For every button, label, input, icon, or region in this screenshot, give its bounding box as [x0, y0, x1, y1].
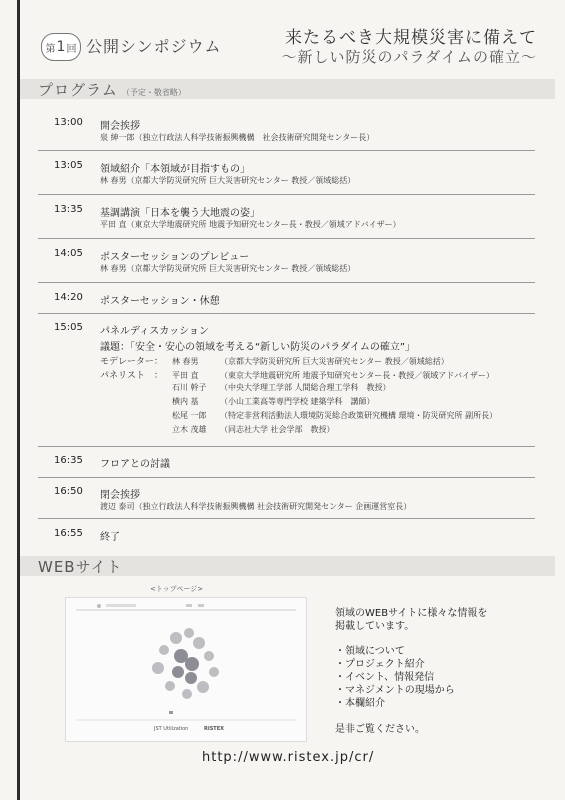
divider: [38, 313, 535, 314]
panelist-line: [100, 396, 375, 407]
panelist-line: [100, 368, 494, 381]
item-title: ポスターセッションのプレビュー: [100, 252, 250, 263]
item-title: フロアとの討議: [100, 459, 170, 470]
panelist-affiliation: （中央大学理工学部 人間総合理工学科 教授）: [220, 383, 391, 392]
item-speaker: 林 春男（京都大学防災研究所 巨大災害研究センター 教授／領域総括）: [100, 264, 356, 273]
panelist-affiliation: （小山工業高等専門学校 建築学科 講師）: [220, 397, 375, 406]
web-closing: 是非ご覧ください。: [335, 724, 425, 735]
item-time: 14:05: [54, 248, 83, 259]
item-title: 終了: [100, 532, 120, 543]
badge-pre: 第: [45, 43, 56, 55]
divider: [38, 477, 535, 478]
item-time: 15:05: [54, 322, 83, 333]
moderator-name: 林 春男: [172, 357, 199, 366]
item-time: 13:05: [54, 160, 83, 171]
screenshot-logo-jst: JST Utilization: [154, 726, 189, 732]
badge-number: 1: [56, 39, 66, 55]
item-time: 13:00: [54, 117, 83, 128]
item-speaker: 林 春男（京都大学防災研究所 巨大災害研究センター 教授／領域総括）: [100, 176, 356, 185]
divider: [38, 150, 535, 151]
panelist-line: [100, 424, 335, 435]
page-subtitle: 〜新しい防災のパラダイムの確立〜: [281, 48, 537, 66]
web-desc-line: 掲載しています。: [335, 621, 415, 632]
item-time: 16:50: [54, 486, 83, 497]
panelist-name: 平田 直: [172, 371, 199, 380]
divider: [38, 238, 535, 239]
divider: [38, 194, 535, 195]
item-time: 13:35: [54, 204, 83, 215]
panelist-name: 横内 基: [172, 397, 199, 406]
item-title: 閉会挨拶: [100, 490, 140, 501]
panelist-label: パネリスト ：: [100, 371, 163, 381]
symposium-label: 公開シンポジウム: [86, 37, 222, 56]
panelist-affiliation: （同志社大学 社会学部 教授）: [220, 425, 335, 434]
website-screenshot-art: [66, 598, 306, 741]
moderator-line: [100, 354, 449, 367]
panelist-line: [100, 382, 391, 393]
web-list-item: ・プロジェクト紹介: [335, 659, 425, 670]
web-heading: WEBサイト: [38, 558, 123, 576]
item-title: 基調講演「日本を襲う大地震の姿」: [100, 208, 260, 219]
edition-badge: [41, 33, 81, 61]
website-url-link[interactable]: http://www.ristex.jp/cr/: [202, 750, 375, 765]
web-list-item: ・本欄紹介: [335, 698, 385, 709]
left-margin-rule: [17, 0, 20, 800]
web-desc-line: 領域のWEBサイトに様々な情報を: [335, 608, 488, 619]
moderator-label: モデレーター：: [100, 357, 163, 367]
top-page-caption: <トップページ>: [150, 585, 204, 593]
program-heading: [38, 79, 186, 100]
item-time: 14:20: [54, 292, 83, 303]
panel-theme: 議題：「安全・安心の領域を考える“新しい防災のパラダイムの確立”」: [100, 342, 416, 353]
screenshot-logo-ristex: RISTEX: [204, 726, 224, 732]
website-screenshot: [65, 597, 307, 742]
item-time: 16:55: [54, 528, 83, 539]
panelist-name: 松尾 一郎: [172, 411, 207, 420]
web-list-item: ・領域について: [335, 646, 405, 657]
page-title: 来たるべき大規模災害に備えて: [285, 28, 537, 48]
badge-post: 回: [66, 43, 77, 55]
program-note: （予定・敬省略）: [121, 88, 186, 97]
moderator-affiliation: （京都大学防災研究所 巨大災害研究センター 教授／領域総括）: [220, 357, 449, 366]
web-list-item: ・イベント、情報発信: [335, 672, 435, 683]
item-title: パネルディスカッション: [100, 326, 209, 337]
divider: [38, 282, 535, 283]
item-title: 領域紹介「本領域が目指すもの」: [100, 164, 250, 175]
panelist-name: 石川 幹子: [172, 383, 207, 392]
panelist-affiliation: （特定非営利活動法人環境防災総合政策研究機構 環境・防災研究所 副所長）: [220, 411, 498, 420]
item-time: 16:35: [54, 455, 83, 466]
divider: [38, 446, 535, 447]
item-speaker: 渡辺 泰司（独立行政法人科学技術振興機構 社会技術研究開発センター 企画運営室長）: [100, 502, 412, 511]
item-title: 開会挨拶: [100, 121, 140, 132]
divider: [38, 518, 535, 519]
item-speaker: 泉 紳一郎（独立行政法人科学技術振興機構 社会技術研究開発センター長）: [100, 133, 375, 142]
item-speaker: 平田 直（東京大学地震研究所 地震予知研究センター長・教授／領域アドバイザー）: [100, 220, 401, 229]
panelist-name: 立木 茂雄: [172, 425, 207, 434]
panelist-line: [100, 410, 497, 421]
program-heading-text: プログラム: [38, 81, 118, 99]
web-list-item: ・マネジメントの現場から: [335, 685, 455, 696]
item-title: ポスターセッション・休憩: [100, 296, 220, 307]
panelist-affiliation: （東京大学地震研究所 地震予知研究センター長・教授／領域アドバイザー）: [220, 371, 495, 380]
